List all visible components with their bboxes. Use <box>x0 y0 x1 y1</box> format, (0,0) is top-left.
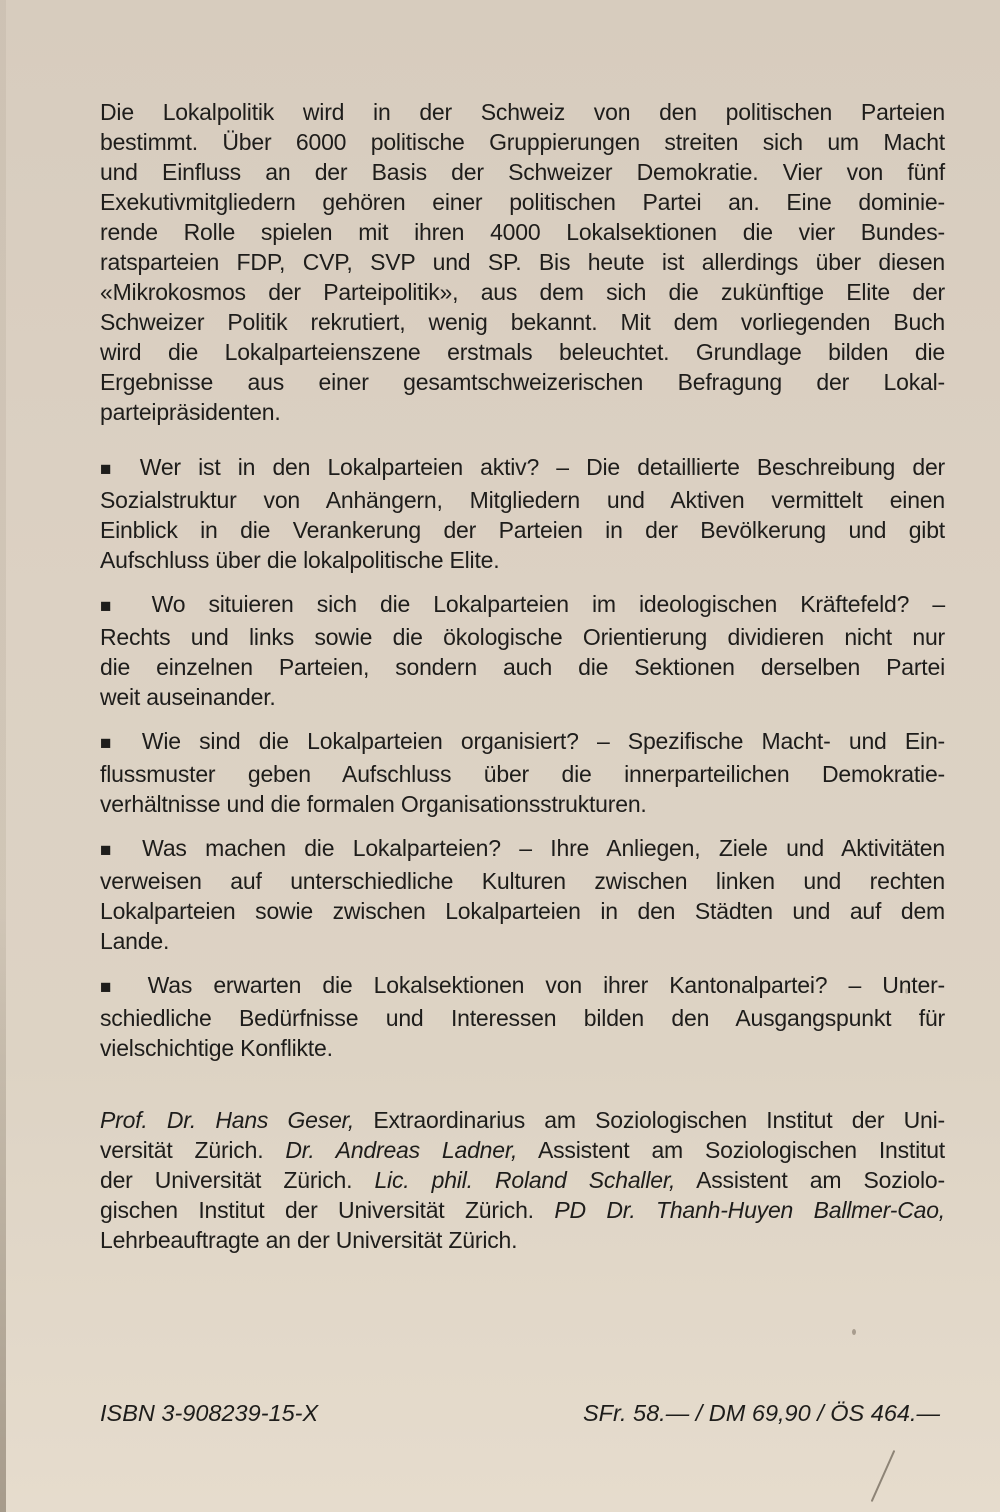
text-line: flussmuster geben Aufschluss über die innerparteilichen Demokratie- <box>100 761 945 787</box>
bullet-square-icon: ■ <box>100 459 123 480</box>
text-line: Schweizer Politik rekrutiert, wenig bekannt. Mit dem vorliegenden Buch <box>100 309 945 335</box>
paper-speck <box>852 1329 856 1335</box>
authors-line <box>100 1105 945 1135</box>
text-line <box>100 726 945 759</box>
text-line: vielschichtige Konflikte. <box>100 1035 333 1061</box>
text-line: Lokalparteien sowie zwischen Lokalparteien in den Städten und auf dem <box>100 898 945 924</box>
text-line: verhältnisse und die formalen Organisationsstrukturen. <box>100 791 647 817</box>
author-role: gischen Institut der Universität Zürich. <box>100 1197 555 1223</box>
blurb-section <box>100 97 945 1255</box>
author-name: PD Dr. Thanh-Huyen Ballmer-Cao, <box>554 1197 945 1223</box>
text-line: und Einfluss an der Basis der Schweizer Demokratie. Vier von fünf <box>100 159 945 185</box>
text-line: die einzelnen Parteien, sondern auch die Sektionen derselben Partei <box>100 654 945 680</box>
authors-line <box>100 1135 945 1165</box>
author-name: Prof. Dr. Hans Geser, <box>100 1107 355 1133</box>
authors-line <box>100 1165 945 1195</box>
price-text: SFr. 58.— / DM 69,90 / ÖS 464.— <box>583 1400 940 1426</box>
bullet-square-icon: ■ <box>100 840 124 861</box>
author-role: Extraordinarius am Soziologischen Institut der Uni- <box>354 1107 945 1133</box>
author-name: Dr. Andreas Ladner, <box>285 1137 518 1163</box>
bullet-item-text: Was erwarten die Lokalsektionen von ihrer Kantonalpartei? – Unter- <box>147 972 945 998</box>
isbn-text: ISBN 3-908239-15-X <box>100 1400 319 1426</box>
author-role: Lehrbeauftragte an der Universität Zürich. <box>100 1227 518 1253</box>
text-line: bestimmt. Über 6000 politische Gruppierungen streiten sich um Macht <box>100 129 945 155</box>
text-line: «Mikrokosmos der Parteipolitik», aus dem sich die zukünftige Elite der <box>100 279 945 305</box>
text-line: weit auseinander. <box>100 684 276 710</box>
text-line: Aufschluss über die lokalpolitische Elite. <box>100 547 500 573</box>
text-line: ratsparteien FDP, CVP, SVP und SP. Bis heute ist allerdings über diesen <box>100 249 945 275</box>
authors-line <box>100 1195 945 1225</box>
text-line: Einblick in die Verankerung der Parteien in der Bevölkerung und gibt <box>100 517 945 543</box>
bullet-item-wo-situieren <box>100 589 945 712</box>
bullet-square-icon: ■ <box>100 977 127 998</box>
bullet-item-text: Wo situieren sich die Lokalparteien im ideologischen Kräftefeld? – <box>151 591 945 617</box>
author-role: Assistent am Soziolo- <box>675 1167 945 1193</box>
bullet-square-icon: ■ <box>100 733 124 754</box>
authors-line <box>100 1225 945 1255</box>
bullet-square-icon: ■ <box>100 596 129 617</box>
author-name: Lic. phil. Roland Schaller, <box>374 1167 676 1193</box>
bullet-item-wie-organisiert <box>100 726 945 819</box>
text-line <box>100 833 945 866</box>
intro-paragraph <box>100 97 945 427</box>
paper-scratch <box>871 1450 896 1502</box>
text-line <box>100 589 945 622</box>
author-role: der Universität Zürich. <box>100 1167 375 1193</box>
text-line: schiedliche Bedürfnisse und Interessen bilden den Ausgangspunkt für <box>100 1005 945 1031</box>
text-line: Exekutivmitgliedern gehören einer politischen Partei an. Eine dominie- <box>100 189 945 215</box>
text-line <box>100 452 945 485</box>
text-line: verweisen auf unterschiedliche Kulturen zwischen linken und rechten <box>100 868 945 894</box>
authors-paragraph <box>100 1105 945 1255</box>
text-line: Ergebnisse aus einer gesamtschweizerischen Befragung der Lokal- <box>100 369 945 395</box>
bullet-item-text: Wer ist in den Lokalparteien aktiv? – Die detaillierte Beschreibung der <box>139 454 945 480</box>
scan-edge-shadow <box>0 0 6 1512</box>
bullet-item-text: Wie sind die Lokalparteien organisiert? – Spezifische Macht- und Ein- <box>141 728 945 754</box>
text-line: parteipräsidenten. <box>100 399 281 425</box>
bullet-item-wer-aktiv <box>100 452 945 575</box>
text-line <box>100 970 945 1003</box>
text-line: Rechts und links sowie die ökologische Orientierung dividieren nicht nur <box>100 624 945 650</box>
text-line: Sozialstruktur von Anhängern, Mitgliedern und Aktiven vermittelt einen <box>100 487 945 513</box>
text-line: rende Rolle spielen mit ihren 4000 Lokalsektionen die vier Bundes- <box>100 219 945 245</box>
bullet-item-text: Was machen die Lokalparteien? – Ihre Anliegen, Ziele und Aktivitäten <box>142 835 945 861</box>
bullet-item-was-machen <box>100 833 945 956</box>
text-line: wird die Lokalparteienszene erstmals beleuchtet. Grundlage bilden die <box>100 339 945 365</box>
bullet-item-was-erwarten <box>100 970 945 1063</box>
text-line: Die Lokalpolitik wird in der Schweiz von den politischen Parteien <box>100 99 945 125</box>
text-line: Lande. <box>100 928 170 954</box>
author-role: Assistent am Soziologischen Institut <box>517 1137 945 1163</box>
footer-row <box>100 1398 940 1428</box>
author-role: versität Zürich. <box>100 1137 286 1163</box>
